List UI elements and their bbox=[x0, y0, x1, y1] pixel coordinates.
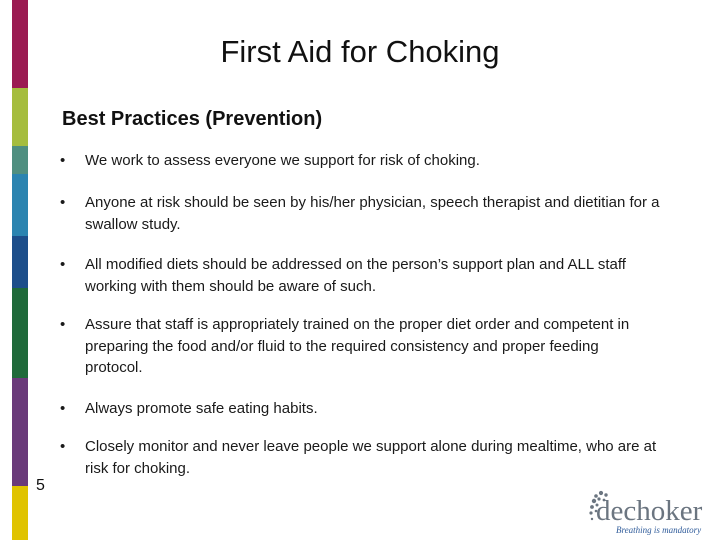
stripe-segment-purple bbox=[12, 378, 28, 486]
stripe-segment-teal bbox=[12, 146, 28, 174]
dechoker-logo bbox=[588, 488, 718, 536]
bullet-text: Closely monitor and never leave people we support alone during mealtime, who are at risk for choking. bbox=[85, 438, 657, 477]
bullet-dot: • bbox=[60, 256, 66, 273]
bullet-item bbox=[60, 192, 660, 235]
stripe-segment-yellow bbox=[12, 486, 28, 540]
bullet-item bbox=[60, 254, 660, 297]
slide-title: First Aid for Choking bbox=[220, 34, 500, 69]
bullet-item bbox=[60, 436, 660, 479]
stripe-segment-navy bbox=[12, 236, 28, 288]
logo-tagline: Breathing is mandatory bbox=[616, 525, 702, 535]
bullet-text: Always promote safe eating habits. bbox=[85, 400, 318, 417]
bullet-text: Assure that staff is appropriately trained on the proper diet order and competent in preparing the food and/or fluid to the required consistency and proper feeding protocol. bbox=[85, 316, 630, 376]
stripe-segment-green bbox=[12, 288, 28, 378]
logo-wordmark: dechoker bbox=[596, 495, 703, 527]
decorative-color-stripe bbox=[12, 0, 28, 540]
section-heading: Best Practices (Prevention) bbox=[62, 108, 323, 130]
bullet-dot: • bbox=[60, 400, 66, 417]
bullet-dot: • bbox=[60, 438, 66, 455]
stripe-segment-lime bbox=[12, 88, 28, 146]
stripe-segment-blue bbox=[12, 174, 28, 236]
bullet-text: All modified diets should be addressed on the person’s support plan and ALL staff working with them should be aware of such. bbox=[85, 256, 626, 295]
bullet-dot: • bbox=[60, 194, 66, 211]
bullet-item bbox=[60, 398, 660, 420]
bullet-item bbox=[60, 150, 660, 172]
bullet-dot: • bbox=[60, 152, 66, 169]
bullet-item bbox=[60, 314, 660, 379]
bullet-dot: • bbox=[60, 316, 66, 333]
bullet-text: Anyone at risk should be seen by his/her physician, speech therapist and dietitian for a swallow study. bbox=[85, 194, 660, 233]
bullet-text: We work to assess everyone we support for risk of choking. bbox=[85, 152, 480, 169]
page-number: 5 bbox=[36, 477, 45, 494]
